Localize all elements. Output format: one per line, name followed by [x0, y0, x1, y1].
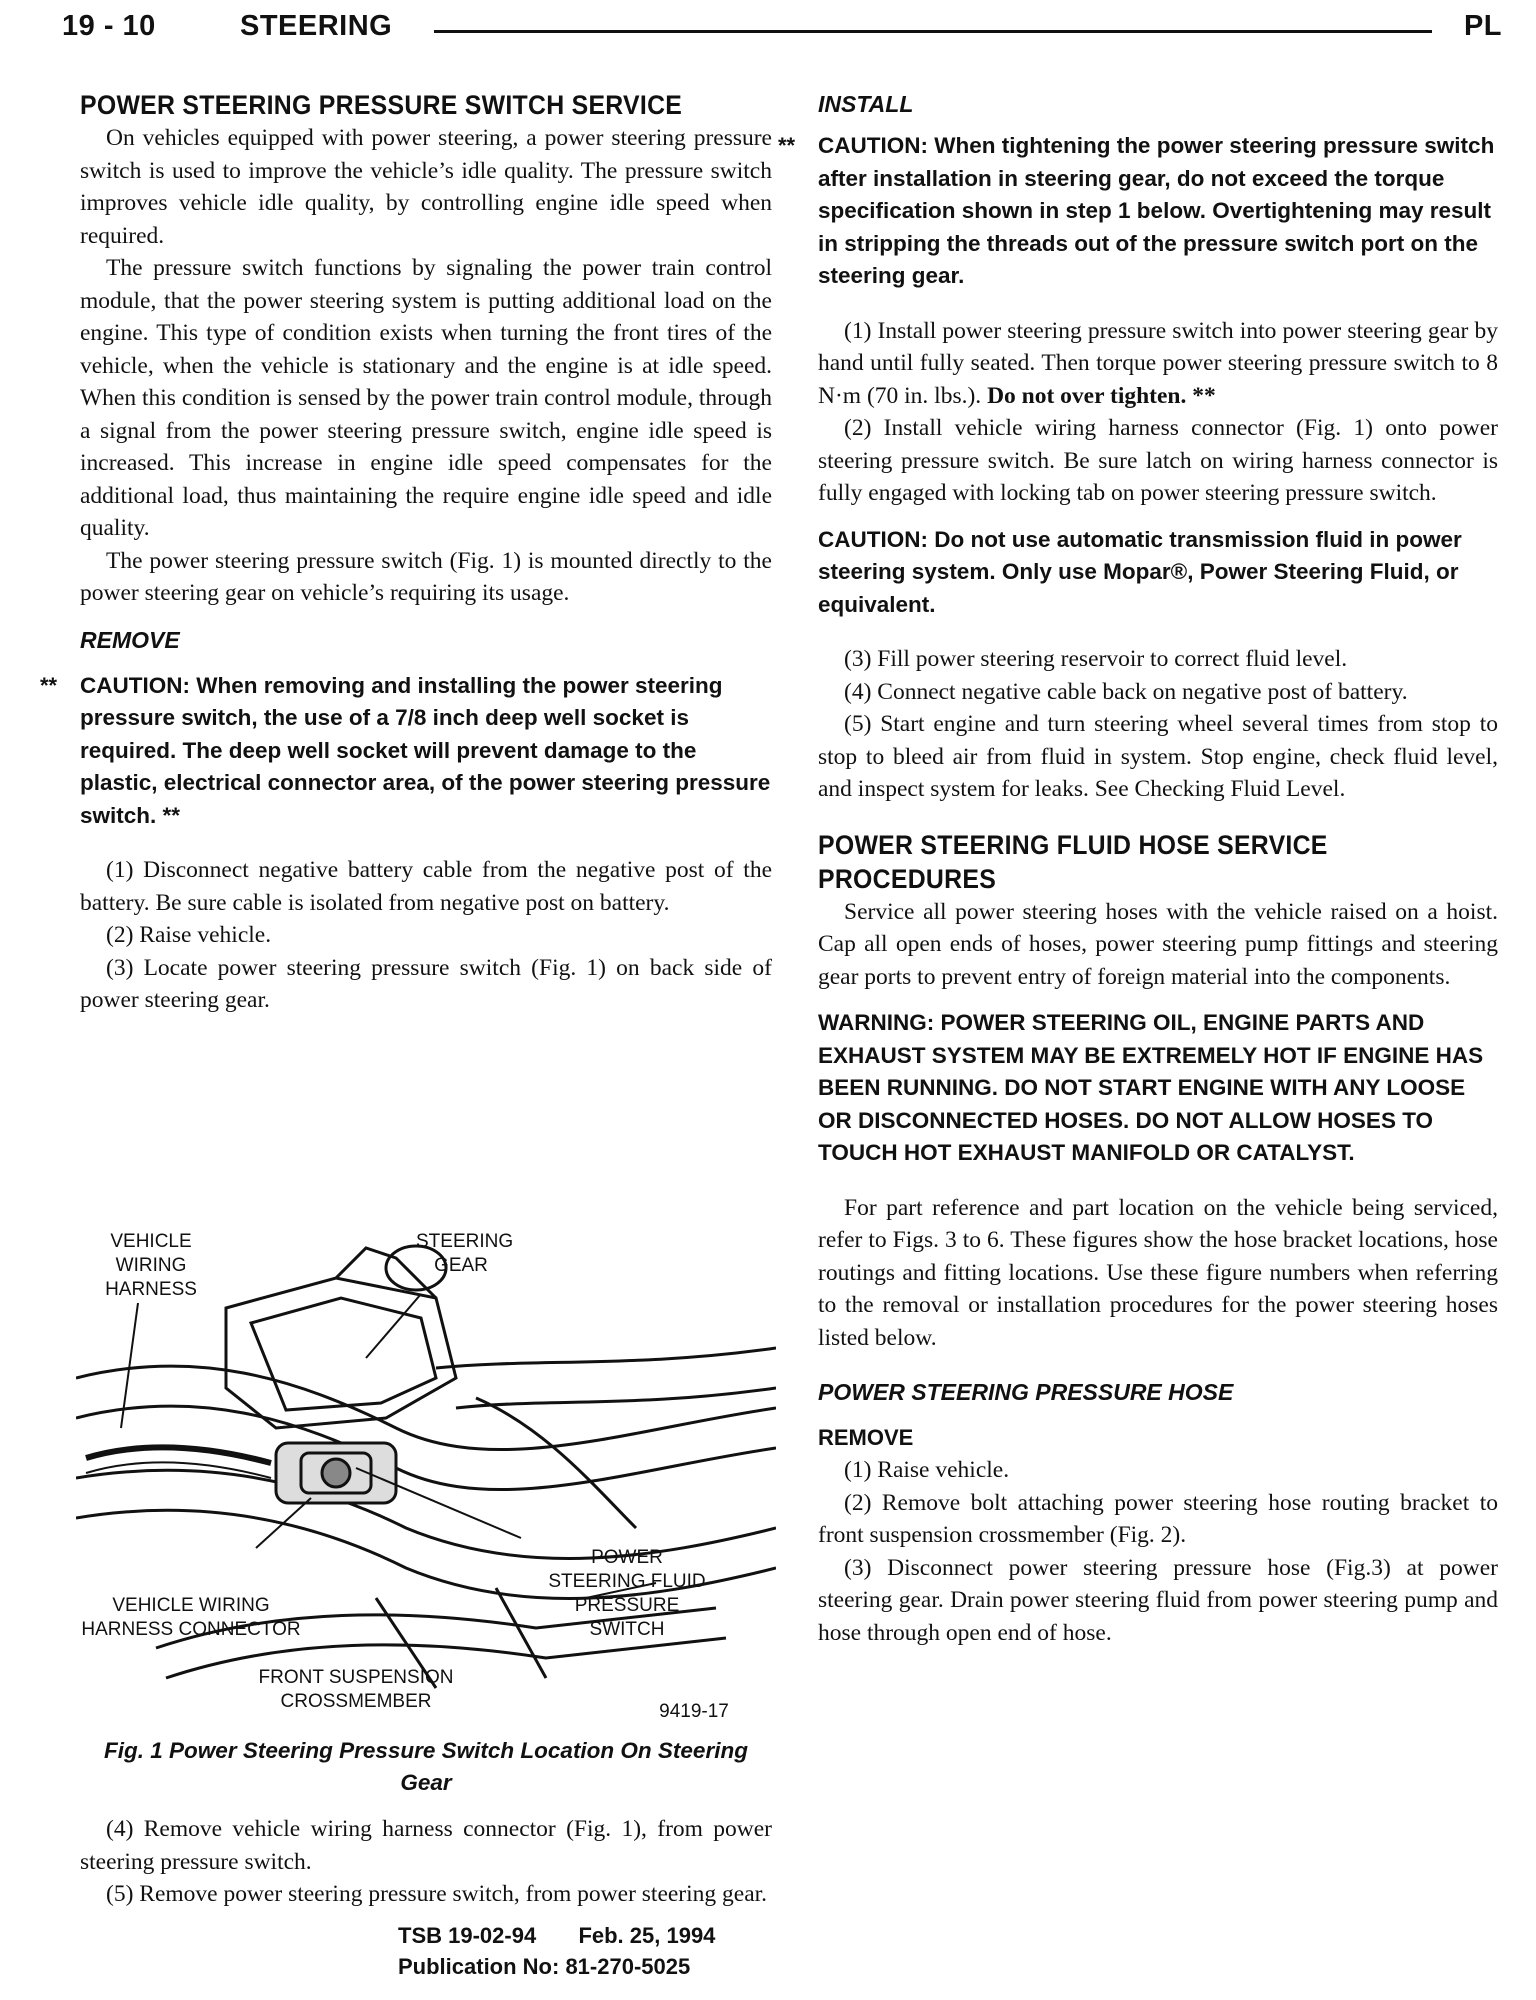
figure-1	[76, 1228, 776, 1728]
label-crossmember: FRONT SUSPENSION CROSSMEMBER	[258, 1667, 454, 1712]
revision-marker: **	[40, 672, 58, 698]
step: (2) Install vehicle wiring harness connector (Fig. 1) onto power steering pressure switch. Be sure latch on wiring harness connector is fully engaged with locking tab on power steering pressure switch.	[818, 415, 1498, 506]
remove-heading: REMOVE	[818, 1425, 914, 1450]
caution-box	[40, 670, 772, 833]
step-emphasis: Do not over tighten.	[987, 382, 1187, 409]
revision-marker: **	[1192, 382, 1216, 409]
left-column	[40, 88, 772, 1017]
steering-gear-illustration	[76, 1228, 776, 1728]
caution-box	[778, 130, 1498, 293]
label-harness-connector: VEHICLE WIRING HARNESS CONNECTOR	[81, 1595, 301, 1640]
step-text: (1) Install power steering pressure switch into power steering gear by hand until fully seated. Then torque power steering pressure switch to 8 N·m (70 in. lbs.).	[818, 317, 1498, 409]
figure-caption: Fig. 1 Power Steering Pressure Switch Location On Steering Gear	[104, 1738, 748, 1795]
figure-code: 9419-17	[659, 1701, 729, 1722]
caution-text: CAUTION: When tightening the power steering pressure switch after installation in steering gear, do not exceed the torque specification shown in step 1 below. Overtightening may result in stripping the threads out of the pressure switch port on the steering gear.	[818, 133, 1495, 288]
step: (4) Connect negative cable back on negative post of battery.	[844, 678, 1408, 705]
paragraph: For part reference and part location on the vehicle being serviced, refer to Figs. 3 to 6. These figures show the hose bracket locations, hose routings and fitting locations. Use these figure numbers when referring to the removal or installation procedures for the power steering hoses listed below.	[818, 1194, 1498, 1351]
label-vehicle-wiring-harness: VEHICLE WIRING HARNESS	[105, 1231, 197, 1300]
section-heading: POWER STEERING PRESSURE SWITCH SERVICE	[80, 90, 683, 120]
right-column	[778, 88, 1498, 1649]
step: (3) Locate power steering pressure switch (Fig. 1) on back side of power steering gear.	[80, 954, 772, 1013]
page-header	[62, 8, 1502, 48]
revision-marker: **	[778, 133, 796, 158]
vehicle-code: PL	[1463, 10, 1502, 42]
section-heading: POWER STEERING FLUID HOSE SERVICE	[818, 829, 1328, 860]
header-rule	[434, 30, 1432, 33]
warning-box: WARNING: POWER STEERING OIL, ENGINE PARTS AND EXHAUST SYSTEM MAY BE EXTREMELY HOT IF ENGINE HAS BEEN RUNNING. DO NOT START ENGINE WITH ANY LOOSE OR DISCONNECTED HOSES. DO NOT ALLOW HOSES TO TOUCH HOT EXHAUST MANIFOLD OR CATALYST.	[818, 1010, 1484, 1165]
publication-number: Publication No: 81-270-5025	[398, 1954, 691, 1979]
paragraph: On vehicles equipped with power steering, a power steering pressure switch is used to improve the vehicle’s idle quality. The pressure switch improves vehicle idle quality, by controlling engine idle speed when required.	[80, 125, 772, 249]
step: (1) Raise vehicle.	[844, 1457, 1010, 1483]
step: (2) Raise vehicle.	[106, 922, 272, 948]
caution-box: CAUTION: Do not use automatic transmission fluid in power steering system. Only use Mopar®, Power Steering Fluid, or equivalent.	[818, 526, 1462, 617]
paragraph: The pressure switch functions by signaling the power train control module, that the power steering system is putting additional load on the engine. This type of condition exists when turning the front tires of the vehicle, when the vehicle is stationary and the engine is at idle speed. When this condition is sensed by the power train control module, through a signal from the power steering pressure switch, engine idle speed is increased. This increase in engine idle speed compensates for the additional load, thus maintaining the require engine idle speed and idle quality.	[80, 255, 772, 541]
step: (2) Remove bolt attaching power steering hose routing bracket to front suspension crossmember (Fig. 2).	[818, 1489, 1498, 1548]
step: (3) Disconnect power steering pressure hose (Fig.3) at power steering gear. Drain power steering fluid from power steering pump and hose through open end of hose.	[818, 1554, 1498, 1646]
section-title: STEERING	[240, 10, 393, 42]
page-number: 19 - 10	[62, 10, 156, 42]
paragraph: The power steering pressure switch (Fig. 1) is mounted directly to the power steering gear on vehicle’s requiring its usage.	[80, 547, 772, 606]
remove-heading: REMOVE	[80, 626, 180, 653]
label-pressure-switch: POWER STEERING FLUID PRESSURE SWITCH	[548, 1547, 706, 1640]
tsb-date: Feb. 25, 1994	[578, 1923, 716, 1948]
subsection-heading: POWER STEERING PRESSURE HOSE	[818, 1379, 1234, 1405]
page-footer	[398, 1920, 818, 1982]
step	[818, 315, 1498, 413]
label-steering-gear: STEERING GEAR	[416, 1231, 514, 1276]
tsb-number: TSB 19-02-94	[398, 1923, 537, 1948]
step: (3) Fill power steering reservoir to correct fluid level.	[844, 646, 1348, 672]
left-column-lower	[80, 1735, 772, 1911]
install-heading: INSTALL	[818, 91, 914, 117]
section-heading: PROCEDURES	[818, 863, 997, 894]
step: (1) Disconnect negative battery cable from the negative post of the battery. Be sure cable is isolated from negative post on battery.	[80, 857, 772, 916]
step: (4) Remove vehicle wiring harness connector (Fig. 1), from power steering pressure switch.	[80, 1816, 772, 1875]
caution-text: CAUTION: When removing and installing the power steering pressure switch, the use of a 7/8 inch deep well socket is required. The deep well socket will prevent damage to the plastic, electrical connector area, of the power steering pressure switch. **	[80, 672, 771, 828]
paragraph: Service all power steering hoses with the vehicle raised on a hoist. Cap all open ends of hoses, power steering pump fittings and steering gear ports to prevent entry of foreign material into the components.	[818, 898, 1498, 990]
step: (5) Start engine and turn steering wheel several times from stop to stop to bleed air from fluid in system. Stop engine, check fluid level, and inspect system for leaks. See Checking Fluid Level.	[818, 711, 1498, 802]
step: (5) Remove power steering pressure switch, from power steering gear.	[106, 1881, 768, 1907]
